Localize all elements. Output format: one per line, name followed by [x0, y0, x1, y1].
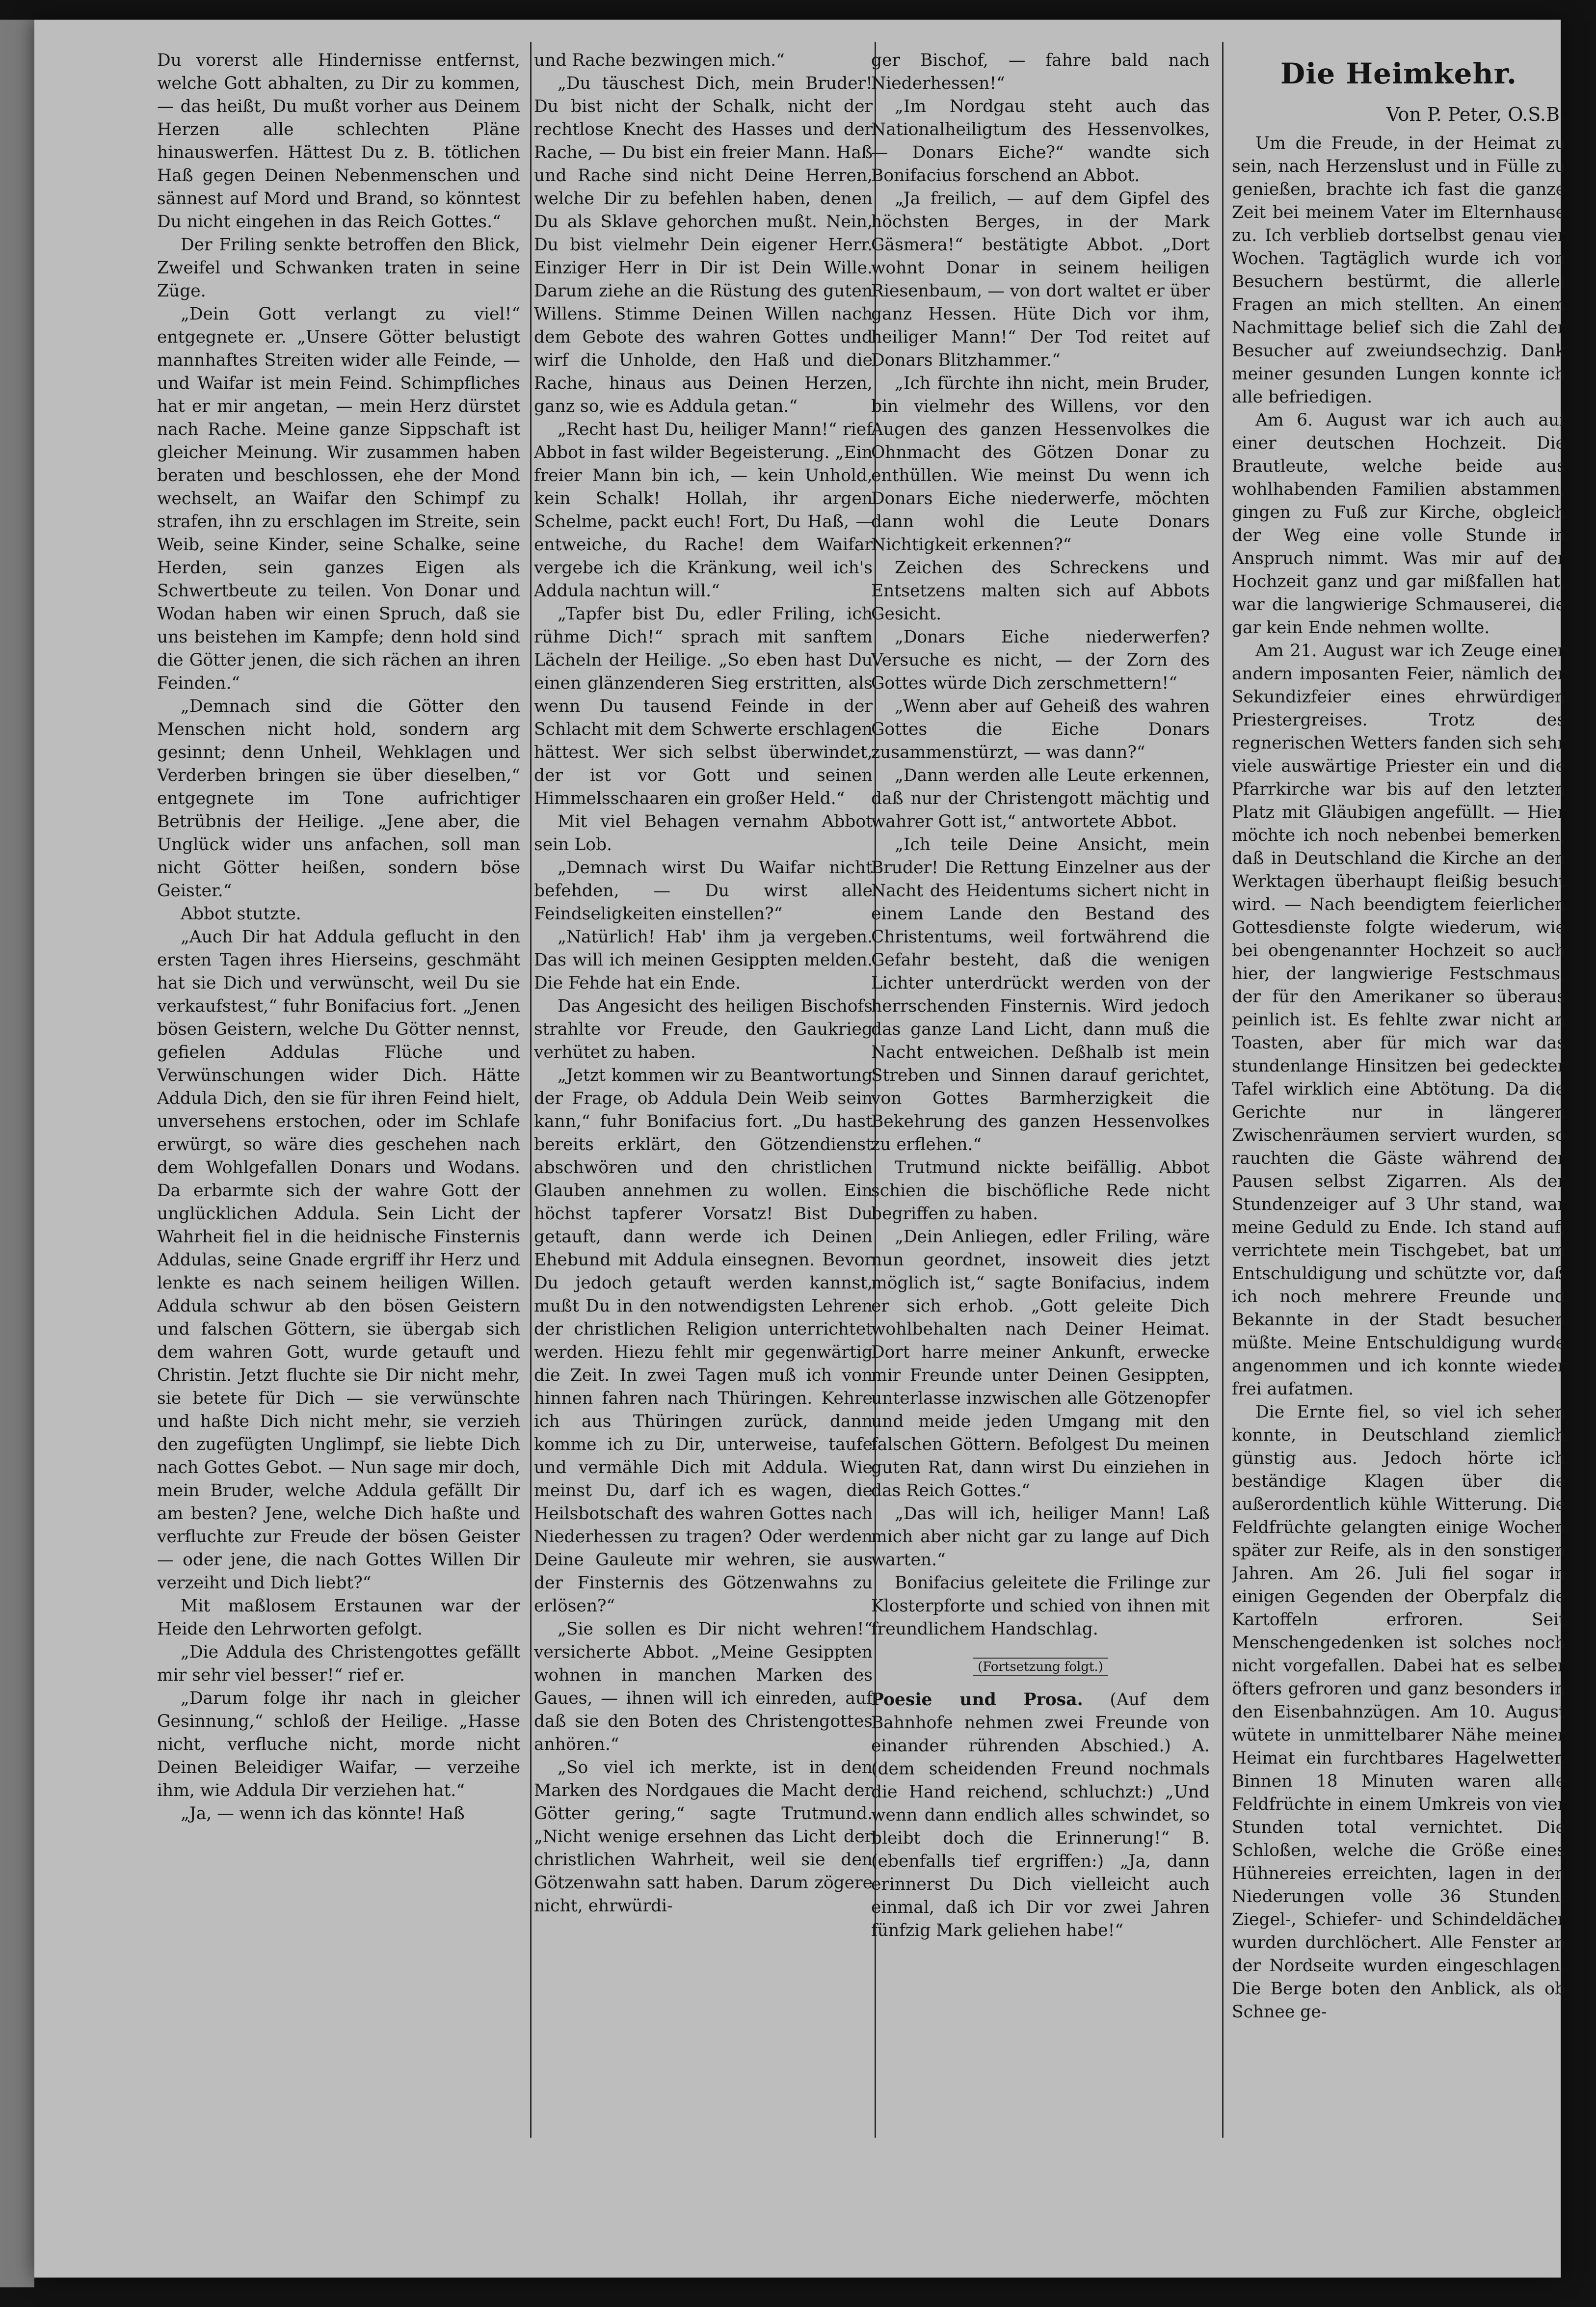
continued-note: (Fortsetzung folgt.) [871, 1656, 1210, 1679]
anecdote-text: (Auf dem Bahnhofe nehmen zwei Freunde von einander rührenden Abschied.) A. (dem scheidenden Freund nochmals die Hand reichend, schluchzt:) „Und wenn dann endlich alles schwindet, so bleibt doch die Erinnerung!“ B. (ebenfalls tief ergriffen:) „Ja, dann erinnerst Du Dich vielleicht auch einmal, daß ich Dir vor zwei Jahren fünfzig Mark geliehen habe!“ [871, 1690, 1210, 1940]
paragraph: Das Angesicht des heiligen Bischofs strahlte vor Freude, den Gaukrieg verhütet zu haben. [534, 996, 873, 1062]
paragraph: Die Ernte fiel, so viel ich sehen konnte, in Deutschland ziemlich günstig aus. Jedoch hörte ich beständige Klagen über die außerordentlich kühle Witterung. Die Feldfrüchte gelangten einige Wochen später zur Reife, als in den sonstigen Jahren. Am 26. Juli fiel sogar in einigen Gegenden der Oberpfalz die Kartoffeln erfroren. Seit Menschengedenken ist solches noch nicht vorgefallen. Dabei hat es selber öfters gefroren und ganz besonders in den Eisenbahnzügen. Am 10. August wütete in unmittelbarer Nähe meiner Heimat ein furchtbares Hagelwetter. Binnen 18 Minuten waren alle Feldfrüchte in einem Umkreis von vier Stunden total vernichtet. Die Schloßen, welche die Größe eines Hühnereies erreichten, lagen in den Niederungen volle 36 Stunden. Ziegel-, Schiefer- und Schindeldächer wurden durchlöchert. Alle Fenster an der Nordseite wurden eingeschlagen. Die Berge boten den Anblick, als ob Schnee ge- [1232, 1402, 1566, 2022]
paragraph: Der Friling senkte betroffen den Blick, Zweifel und Schwanken traten in seine Züge. [157, 235, 520, 301]
paragraph: „Demnach wirst Du Waifar nicht befehden, — Du wirst alle Feindseligkeiten einstellen?“ [534, 858, 873, 924]
paragraph: Am 21. August war ich Zeuge einer andern imposanten Feier, nämlich der Sekundizfeier eines ehrwürdigen Priestergreises. Trotz des regnerischen Wetters fanden sich sehr viele auswärtige Priester ein und die Pfarrkirche war bis auf den letzten Platz mit Gläubigen angefüllt. — Hier möchte ich noch nebenbei bemerken, daß in Deutschland die Kirche an den Werktagen überhaupt fleißig besucht wird. — Nach beendigtem feierlichen Gottesdienste folgte wiederum, wie bei obengenannter Hochzeit so auch hier, der langwierige Festschmaus, der für den Amerikaner so überaus peinlich ist. Es fehlte zwar nicht an Toasten, aber für mich war das stundenlange Hinsitzen bei gedeckter Tafel wirklich eine Abtötung. Da die Gerichte nur in längeren Zwischenräumen serviert wurden, so rauchten die Gäste während der Pausen selbst Zigarren. Als der Stundenzeiger auf 3 Uhr stand, war meine Geduld zu Ende. Ich stand auf, verrichtete mein Tischgebet, bat um Entschuldigung und schützte vor, daß ich noch mehrere Freunde und Bekannte in der Stadt besuchen müßte. Meine Entschuldigung wurde angenommen und ich konnte wieder frei aufatmen. [1232, 641, 1566, 1399]
paragraph: „Donars Eiche niederwerfen? Versuche es nicht, — der Zorn des Gottes würde Dich zerschmettern!“ [871, 627, 1210, 693]
paragraph: „Du täuschest Dich, mein Bruder! Du bist nicht der Schalk, nicht der rechtlose Knecht des Hasses und der Rache, — Du bist ein freier Mann. Haß und Rache sind nicht Deine Herren, welche Dir zu befehlen haben, denen Du als Sklave gehorchen mußt. Nein, Du bist vielmehr Dein eigener Herr. Einziger Herr in Dir ist Dein Wille. Darum ziehe an die Rüstung des guten Willens. Stimme Deinen Willen nach dem Gebote des wahren Gottes und wirf die Unholde, den Haß und die Rache, hinaus aus Deinen Herzen, ganz so, wie es Addula getan.“ [534, 74, 873, 416]
anecdote-title: Poesie und Prosa. [871, 1690, 1083, 1710]
paragraph: Mit viel Behagen vernahm Abbot sein Lob. [534, 812, 873, 855]
paragraph: „Im Nordgau steht auch das Nationalheiligtum des Hessenvolkes, — Donars Eiche?“ wandte sich Bonifacius forschend an Abbot. [871, 97, 1210, 186]
paragraph: Um die Freude, in der Heimat zu sein, nach Herzenslust und in Fülle zu genießen, brachte ich fast die ganze Zeit bei meinem Vater im Elternhause zu. Ich verblieb dortselbst genau vier Wochen. Tagtäglich wurde ich von Besuchern bestürmt, die allerlei Fragen an mich stellten. An einem Nachmittage belief sich die Zahl der Besucher auf zweiundsechzig. Dank meiner gesunden Lungen konnte ich alle befriedigen. [1232, 134, 1566, 407]
paragraph: „Recht hast Du, heiliger Mann!“ rief Abbot in fast wilder Begeisterung. „Ein freier Mann bin ich, — kein Unhold, kein Schalk! Hollah, ihr argen Schelme, packt euch! Fort, Du Haß, — entweiche, du Rache! dem Waifar vergebe ich die Kränkung, weil ich's Addula nachtun will.“ [534, 420, 873, 601]
paragraph: „Tapfer bist Du, edler Friling, ich rühme Dich!“ sprach mit sanftem Lächeln der Heilige. „So eben hast Du einen glänzenderen Sieg erstritten, als wenn Du tausend Feinde in der Schlacht mit dem Schwerte erschlagen hättest. Wer sich selbst überwindet, der ist vor Gott und seinen Himmelsschaaren ein großer Held.“ [534, 604, 873, 808]
paragraph: „Ich teile Deine Ansicht, mein Bruder! Die Rettung Einzelner aus der Nacht des Heidentums sichert nicht in einem Lande den Bestand des Christentums, weil fortwährend die Gefahr besteht, daß die wenigen Lichter unterdrückt werden von der herrschenden Finsternis. Wird jedoch das ganze Land Licht, dann muß die Nacht entweichen. Deßhalb ist mein Streben und Sinnen darauf gerichtet, von Gottes Barmherzigkeit die Bekehrung des ganzen Hessenvolkes zu erflehen.“ [871, 835, 1210, 1154]
paragraph: und Rache bezwingen mich.“ [534, 51, 785, 70]
binding-edge [0, 20, 34, 2287]
paragraph: Abbot stutzte. [181, 904, 301, 924]
anecdote [871, 1689, 1210, 1942]
paragraph: „Wenn aber auf Geheiß des wahren Gottes die Eiche Donars zusammenstürzt, — was dann?“ [871, 697, 1210, 762]
paragraph: Trutmund nickte beifällig. Abbot schien die bischöfliche Rede nicht begriffen zu haben. [871, 1158, 1210, 1224]
paragraph: „Demnach sind die Götter den Menschen nicht hold, sondern arg gesinnt; denn Unheil, Wehklagen und Verderben bringen sie über dieselben,“ entgegnete im Tone aufrichtiger Betrübnis der Heilige. „Jene aber, die Unglück wider uns anfachen, soll man nicht Götter heißen, sondern böse Geister.“ [157, 697, 520, 901]
paragraph: Bonifacius geleitete die Frilinge zur Klosterpforte und schied von ihnen mit freundlichem Handschlag. [871, 1573, 1210, 1639]
paragraph: Am 6. August war ich auch auf einer deutschen Hochzeit. Die Brautleute, welche beide aus wohlhabenden Familien abstammen, gingen zu Fuß zur Kirche, obgleich der Weg eine volle Stunde in Anspruch nimmt. Was mir auf der Hochzeit ganz und gar mißfallen hat, war die langwierige Schmauserei, die gar kein Ende nehmen wollte. [1232, 410, 1566, 638]
paragraph: „Darum folge ihr nach in gleicher Gesinnung,“ schloß der Heilige. „Hasse nicht, verfluche nicht, morde nicht Deinen Beleidiger Waifar, — verzeihe ihm, wie Addula Dir verziehen hat.“ [157, 1689, 520, 1800]
paragraph: „Auch Dir hat Addula geflucht in den ersten Tagen ihres Hierseins, geschmäht hat sie Dich und verwünscht, weil Du sie verkaufstest,“ fuhr Bonifacius fort. „Jenen bösen Geistern, welche Du Götter nennst, gefielen Addulas Flüche und Verwünschungen wider Dich. Hätte Addula Dich, den sie für ihren Feind hielt, unversehens erstochen, oder im Schlafe erwürgt, so wäre dies geschehen nach dem Wohlgefallen Donars und Wodans. Da erbarmte sich der wahre Gott der unglücklichen Addula. Sein Licht der Wahrheit fiel in die heidnische Finsternis Addulas, seine Gnade ergriff ihr Herz und lenkte es nach seinem heiligen Willen. Addula schwur ab den bösen Geistern und falschen Göttern, sie übergab sich dem wahren Gott, wurde getauft und Christin. Jetzt fluchte sie Dir nicht mehr, sie betete für Dich — sie verwünschte und haßte Dich nicht mehr, sie verzieh den zugefügten Unglimpf, sie liebte Dich nach Gottes Gebot. — Nun sage mir doch, mein Bruder, welche Addula gefällt Dir am besten? Jene, welche Dich haßte und verfluchte zur Freude der bösen Geister — oder jene, die nach Gottes Willen Dir verzeiht und Dich liebt?“ [157, 927, 520, 1593]
paragraph: „Dann werden alle Leute erkennen, daß nur der Christengott mächtig und wahrer Gott ist,“ antwortete Abbot. [871, 766, 1210, 832]
paragraph: „So viel ich merkte, ist in den Marken des Nordgaues die Macht der Götter gering,“ sagte Trutmund. „Nicht wenige ersehnen das Licht der christlichen Wahrheit, weil sie den Götzenwahn satt haben. Darum zögere nicht, ehrwürdi- [534, 1758, 873, 1916]
newspaper-page [34, 20, 1566, 2278]
column-rule [530, 42, 532, 2138]
article-title: Die Heimkehr. [1280, 57, 1517, 90]
paragraph: Zeichen des Schreckens und Entsetzens malten sich auf Abbots Gesicht. [871, 558, 1210, 624]
story-column-1 [157, 49, 520, 2268]
paragraph: ger Bischof, — fahre bald nach Niederhessen!“ [871, 51, 1210, 93]
paragraph: „Natürlich! Hab' ihm ja vergeben. Das will ich meinen Gesippten melden. Die Fehde hat ein Ende. [534, 927, 873, 993]
paragraph: „Jetzt kommen wir zu Beantwortung der Frage, ob Addula Dein Weib sein kann,“ fuhr Bonifacius fort. „Du hast bereits erklärt, den Götzendienst abschwören und den christlichen Glauben annehmen zu wollen. Ein höchst tapferer Vorsatz! Bist Du getauft, dann werde ich Deinen Ehebund mit Addula einsegnen. Bevor Du jedoch getauft werden kannst, mußt Du in den notwendigsten Lehren der christlichen Religion unterrichtet werden. Hiezu fehlt mir gegenwärtig die Zeit. In zwei Tagen muß ich von hinnen fahren nach Thüringen. Kehre ich aus Thüringen zurück, dann komme ich zu Dir, unterweise, taufe und vermähle Dich mit Addula. Wie meinst Du, darf ich es wagen, die Heilsbotschaft des wahren Gottes nach Niederhessen zu tragen? Oder werden Deine Gauleute mir wehren, sie aus der Finsternis des Götzenwahns zu erlösen?“ [534, 1066, 873, 1616]
article-column [1232, 49, 1566, 2268]
paragraph: „Dein Gott verlangt zu viel!“ entgegnete er. „Unsere Götter belustigt mannhaftes Streiten wider alle Feinde, — und Waifar ist mein Feind. Schimpfliches hat er mir angetan, — mein Herz dürstet nach Rache. Meine ganze Sippschaft ist gleicher Meinung. Wir zusammen haben beraten und beschlossen, ehe der Mond wechselt, an Waifar den Schimpf zu strafen, ihn zu erschlagen im Streite, sein Weib, seine Kinder, seine Schalke, seine Herden, sein ganzes Eigen als Schwertbeute zu teilen. Von Donar und Wodan haben wir einen Spruch, daß sie uns beistehen im Kampfe; denn hold sind die Götter jenen, die sich rächen an ihren Feinden.“ [157, 304, 520, 693]
story-column-3 [871, 49, 1210, 2268]
paragraph: Mit maßlosem Erstaunen war der Heide den Lehrworten gefolgt. [157, 1596, 520, 1639]
paragraph: „Das will ich, heiliger Mann! Laß mich aber nicht gar zu lange auf Dich warten.“ [871, 1504, 1210, 1570]
paragraph: „Ja freilich, — auf dem Gipfel des höchsten Berges, in der Mark Gäsmera!“ bestätigte Abbot. „Dort wohnt Donar in seinem heiligen Riesenbaum, — von dort waltet er über ganz Hessen. Hüte Dich vor ihm, heiliger Mann!“ Der Tod reitet auf Donars Blitzhammer.“ [871, 189, 1210, 370]
paragraph: „Dein Anliegen, edler Friling, wäre nun geordnet, insoweit dies jetzt möglich ist,“ sagte Bonifacius, indem er sich erhob. „Gott geleite Dich wohlbehalten nach Deiner Heimat. Dort harre meiner Ankunft, erwecke mir Freunde unter Deinen Gesippten, unterlasse inzwischen alle Götzenopfer und meide jeden Umgang mit den falschen Göttern. Befolgest Du meinen guten Rat, dann wirst Du einziehen in das Reich Gottes.“ [871, 1227, 1210, 1501]
story-column-2 [534, 49, 873, 2268]
column-rule [1222, 42, 1224, 2138]
paragraph: „Ich fürchte ihn nicht, mein Bruder, bin vielmehr des Willens, vor den Augen des ganzen Hessenvolkes die Ohnmacht des Götzen Donar zu enthüllen. Wie meinst Du wenn ich Donars Eiche niederwerfe, möchten dann wohl die Leute Donars Nichtigkeit erkennen?“ [871, 374, 1210, 555]
paragraph: „Die Addula des Christengottes gefällt mir sehr viel besser!“ rief er. [157, 1642, 520, 1685]
paragraph: „Sie sollen es Dir nicht wehren!“ versicherte Abbot. „Meine Gesippten wohnen in manchen Marken des Gaues, — ihnen will ich einreden, auf daß sie den Boten des Christengottes anhören.“ [534, 1619, 873, 1754]
paragraph: Du vorerst alle Hindernisse entfernst, welche Gott abhalten, zu Dir zu kommen, — das heißt, Du mußt vorher aus Deinem Herzen alle schlechten Pläne hinauswerfen. Hättest Du z. B. tötlichen Haß gegen Deinen Nebenmenschen und sännest auf Mord und Brand, so könntest Du nicht eingehen in das Reich Gottes.“ [157, 51, 520, 232]
article-byline: Von P. Peter, O.S.B. [1386, 104, 1566, 125]
paragraph: „Ja, — wenn ich das könnte! Haß [181, 1804, 465, 1824]
